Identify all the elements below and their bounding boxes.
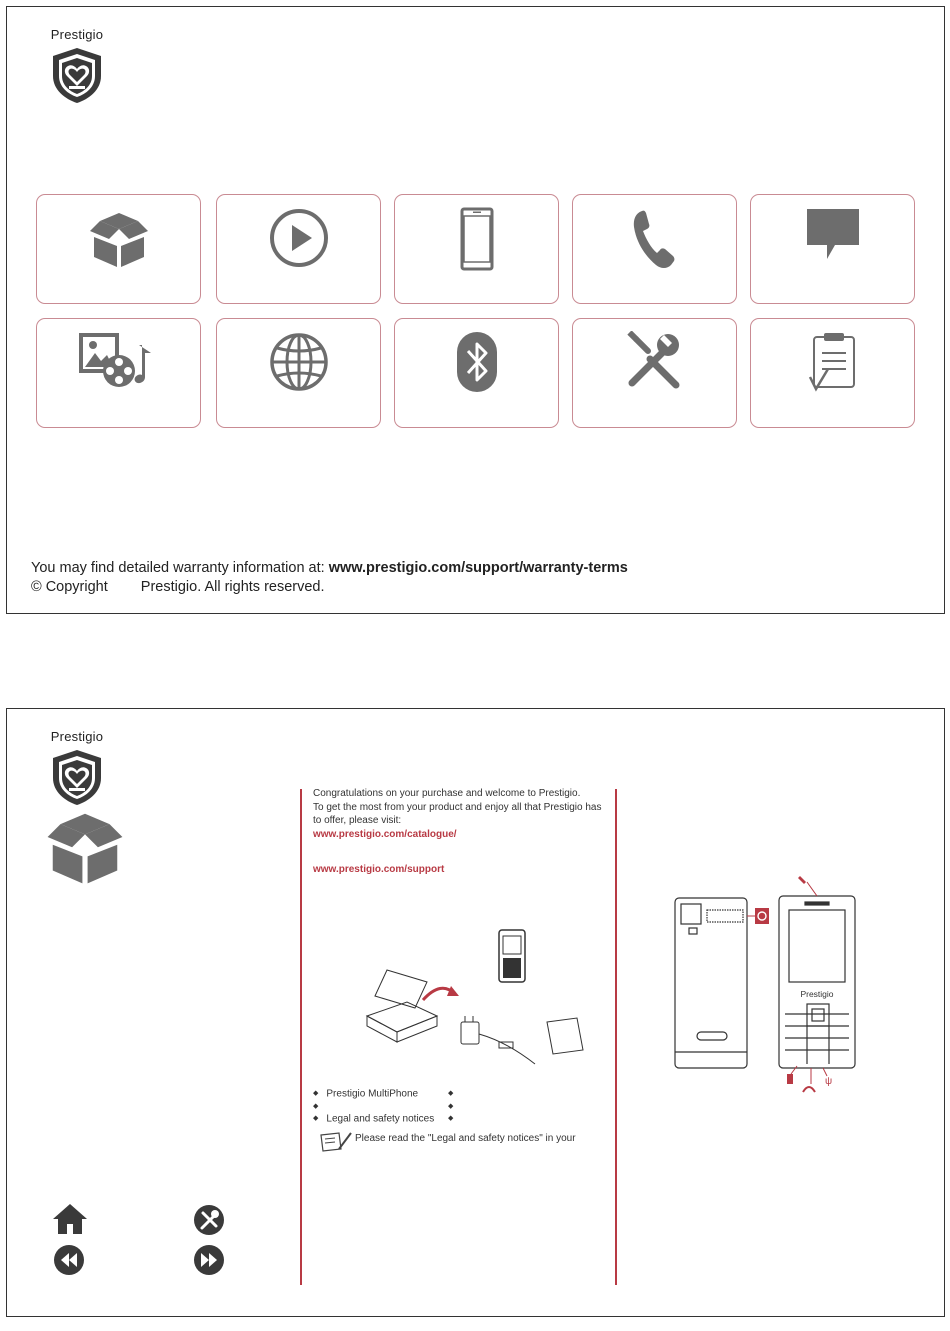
- phone-front-drawing: [779, 896, 855, 1068]
- tile-bluetooth[interactable]: [394, 318, 559, 428]
- column-divider-right: [615, 789, 617, 1285]
- warranty-link[interactable]: www.prestigio.com/support/warranty-terms: [328, 560, 628, 576]
- tile-basics[interactable]: [216, 194, 381, 304]
- small-phone-drawing: [499, 930, 525, 982]
- next-icon[interactable]: [193, 1244, 225, 1276]
- tile-messages[interactable]: [750, 194, 915, 304]
- tools-icon: [624, 331, 686, 393]
- microphone-icon: [787, 1074, 793, 1084]
- home-icon[interactable]: [51, 1202, 89, 1236]
- cover-page: [6, 6, 945, 614]
- warranty-line: [31, 560, 628, 576]
- clipboard-icon: [808, 331, 858, 393]
- headset-icon: [803, 1087, 815, 1092]
- brand-logo-2: [42, 729, 112, 806]
- usb-icon: ψ: [825, 1076, 833, 1087]
- intro-text: [313, 787, 613, 841]
- phone-overview-diagram: [667, 874, 917, 1099]
- tile-specifications[interactable]: [750, 318, 915, 428]
- catalogue-link[interactable]: www.prestigio.com/catalogue/: [313, 828, 457, 840]
- tile-settings[interactable]: [572, 318, 737, 428]
- brand-wordmark-2: Prestigio: [50, 729, 104, 744]
- tile-device[interactable]: [394, 194, 559, 304]
- settings-nav-icon[interactable]: [193, 1204, 225, 1236]
- intro-line-2: To get the most from your product and enjoy all that Prestigio has: [313, 801, 602, 813]
- contents-item-1: Prestigio MultiPhone: [326, 1088, 419, 1100]
- notice-pen-icon: [317, 1129, 353, 1155]
- globe-icon: [268, 331, 330, 393]
- package-contents-illustration: [357, 924, 597, 1074]
- copyright-prefix: © Copyright: [31, 579, 108, 595]
- call-icon: [630, 207, 680, 271]
- shield-logo-icon: [49, 46, 105, 104]
- booklet-drawing: [547, 1018, 583, 1054]
- section-box-icon: [41, 806, 129, 886]
- phone-back-drawing: [675, 898, 747, 1068]
- column-divider-left: [300, 789, 302, 1285]
- earpiece-call-icon: [798, 876, 806, 884]
- charger-drawing: [461, 1016, 535, 1064]
- open-box-drawing: [367, 970, 437, 1042]
- tile-multimedia[interactable]: [36, 318, 201, 428]
- warranty-text: You may find detailed warranty information at:: [31, 560, 329, 576]
- brand-logo: [42, 27, 112, 104]
- box-icon: [86, 207, 152, 269]
- tile-internet[interactable]: [216, 318, 381, 428]
- intro-line-3: to offer, please visit:: [313, 815, 402, 826]
- contents-item-3: Legal and safety notices: [326, 1113, 435, 1125]
- shield-logo-icon: [49, 748, 105, 806]
- tile-getting-started[interactable]: [36, 194, 201, 304]
- notice-text: Please read the "Legal and safety notices" in your: [355, 1133, 576, 1144]
- message-icon: [805, 207, 861, 263]
- speaker-icon: [755, 908, 769, 924]
- tile-calls[interactable]: [572, 194, 737, 304]
- copyright-line: [31, 579, 325, 595]
- copyright-suffix: Prestigio. All rights reserved.: [140, 579, 325, 595]
- phone-front-brand: Prestigio: [800, 989, 834, 999]
- phone-device-icon: [459, 207, 495, 271]
- getting-started-page: [6, 708, 945, 1317]
- intro-line-1: Congratulations on your purchase and welcome to Prestigio.: [313, 788, 581, 799]
- brand-wordmark: Prestigio: [50, 27, 104, 42]
- bluetooth-icon: [456, 331, 498, 393]
- support-link[interactable]: www.prestigio.com/support: [313, 864, 445, 875]
- play-icon: [268, 207, 330, 269]
- media-icon: [79, 331, 159, 389]
- previous-icon[interactable]: [53, 1244, 85, 1276]
- package-contents-list: ◆ Prestigio MultiPhone ◆ ◆ ◆ ◆ Legal and safety notices ◆: [313, 1088, 454, 1125]
